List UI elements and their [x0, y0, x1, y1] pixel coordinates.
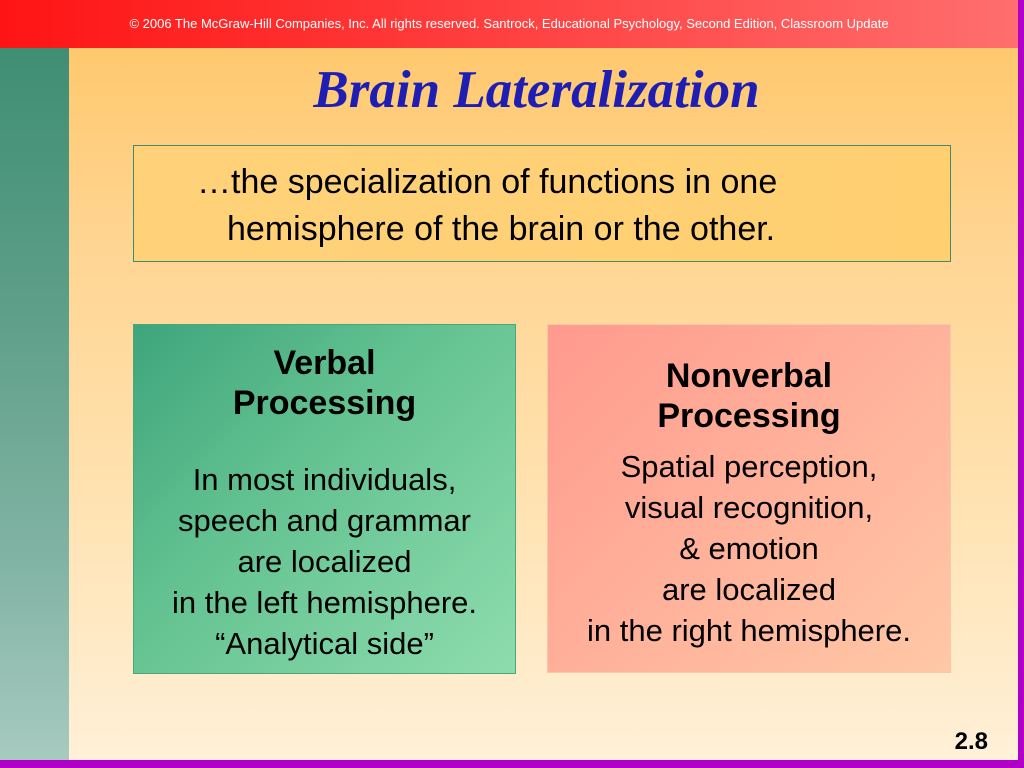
body-line: “Analytical side” [215, 626, 434, 661]
verbal-processing-box [133, 324, 516, 674]
definition-line-1: …the specialization of functions in one [197, 163, 778, 201]
verbal-heading [134, 343, 515, 423]
heading-line: Processing [232, 384, 417, 422]
body-line: in the right hemisphere. [587, 613, 911, 648]
body-line: In most individuals, [192, 462, 457, 497]
nonverbal-body [548, 446, 950, 651]
copyright-notice: © 2006 The McGraw-Hill Companies, Inc. All rights reserved. Santrock, Educational Psychology, Second Edition, Classroom Update [129, 15, 889, 31]
heading-line: Nonverbal [665, 357, 833, 395]
body-line: visual recognition, [624, 490, 874, 525]
heading-line: Verbal [273, 344, 376, 382]
bottom-border [0, 760, 1024, 768]
slide-number: 2.8 [954, 728, 988, 755]
body-line: are localized [661, 572, 837, 607]
verbal-body [134, 459, 515, 664]
body-line: speech and grammar [178, 503, 471, 538]
heading-line: Processing [657, 397, 841, 435]
nonverbal-heading [548, 356, 950, 436]
definition-box [133, 145, 951, 262]
nonverbal-processing-box [547, 324, 951, 673]
header-bar [0, 0, 1018, 48]
body-line: Spatial perception, [620, 449, 878, 484]
slide-title: Brain Lateralization [313, 61, 760, 119]
body-line: are localized [237, 544, 412, 579]
body-line: in the left hemisphere. [171, 585, 477, 620]
right-border [1018, 0, 1024, 768]
definition-line-2: hemisphere of the brain or the other. [227, 210, 776, 248]
left-accent-bar [0, 48, 69, 760]
body-line: & emotion [679, 531, 819, 566]
